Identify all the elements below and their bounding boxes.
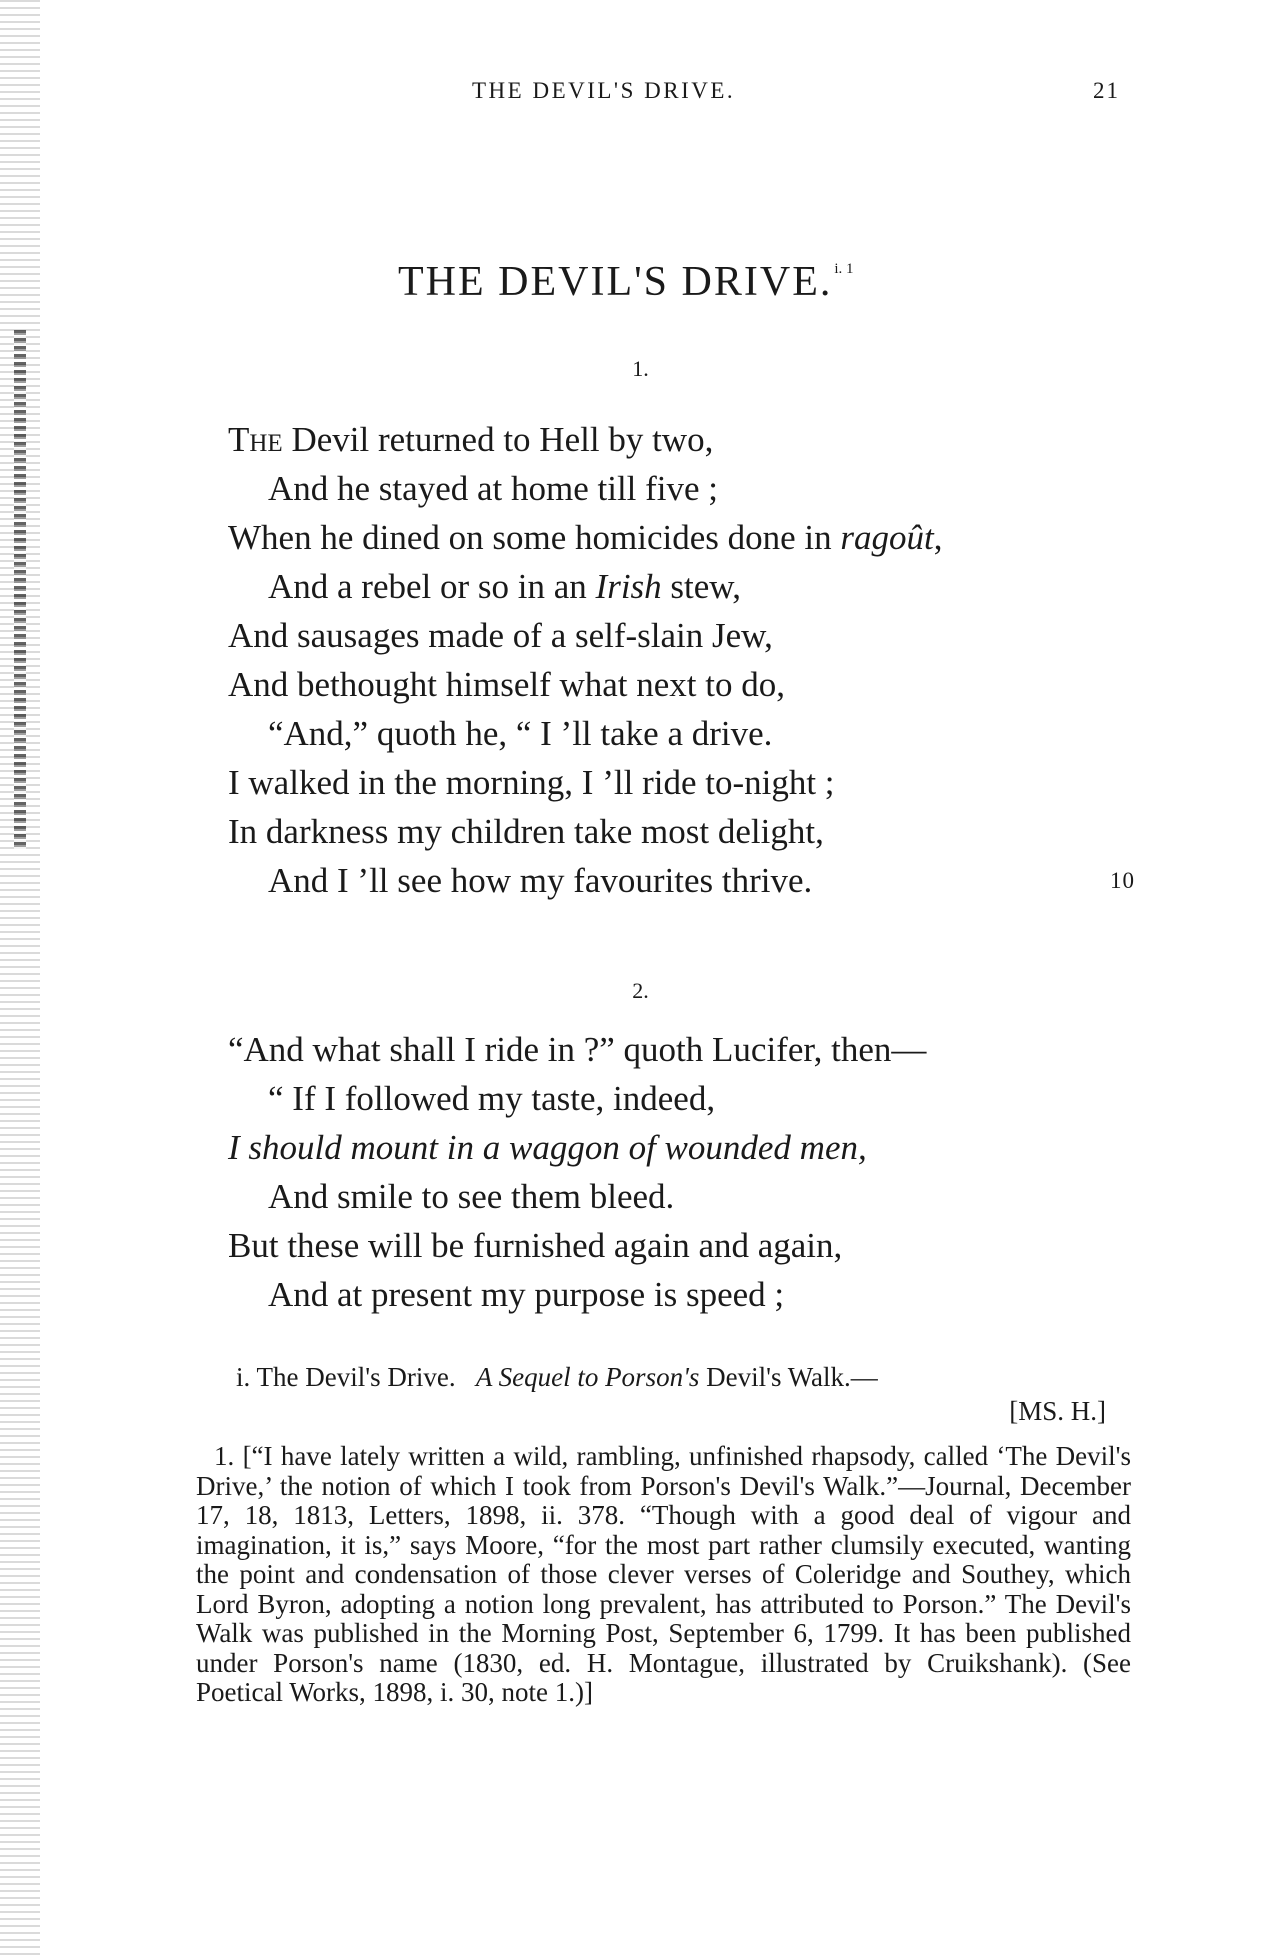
title-footnote-refs: i. 1: [834, 261, 854, 277]
verse-line: And a rebel or so in an Irish stew,: [268, 567, 742, 606]
verse-line: And I ’ll see how my favourites thrive. 10: [228, 856, 1168, 905]
verse-line: And he stayed at home till five ;: [268, 469, 719, 508]
running-title: THE DEVIL'S DRIVE.: [472, 78, 736, 103]
verse-line: I should mount in a waggon of wounded men,: [228, 1128, 867, 1167]
verse-line: “And,” quoth he, “ I ’ll take a drive.: [268, 714, 773, 753]
verse-line: In darkness my children take most delight,: [228, 812, 824, 851]
footnote-1: [196, 1442, 1131, 1708]
verse-line: I walked in the morning, I ’ll ride to-night ;: [228, 763, 835, 802]
running-head: [0, 78, 1281, 114]
verse-line: “ If I followed my taste, indeed,: [268, 1079, 716, 1118]
verse-line: The Devil returned to Hell by two,: [228, 420, 714, 459]
stanza-2: [228, 1025, 1168, 1319]
stanza-1: [228, 415, 1168, 905]
verse-line: And smile to see them bleed.: [268, 1177, 675, 1216]
footnote-marker: i.: [236, 1362, 251, 1392]
stanza-number-1: 1.: [632, 356, 649, 381]
verse-line: But these will be furnished again and again,: [228, 1226, 843, 1265]
verse-line: And at present my purpose is speed ;: [268, 1275, 785, 1314]
poem-title-text: THE DEVIL'S DRIVE.: [398, 259, 833, 305]
footnote-i: [236, 1360, 1126, 1428]
verse-initial: The: [228, 420, 283, 459]
stanza-number-2: 2.: [632, 978, 649, 1003]
poem-title: [398, 258, 854, 306]
scan-binding-edge: [14, 330, 26, 850]
footnote-i-source: [MS. H.]: [1009, 1396, 1106, 1426]
verse-line: And sausages made of a self-slain Jew,: [228, 616, 773, 655]
verse-line: When he dined on some homicides done in ragoût,: [228, 518, 943, 557]
footnote-1-text: 1. [“I have lately written a wild, rambling, unfinished rhapsody, called ‘The Devil's Drive,’ the notion of which I took from Porson's Devil's Walk.”—Journal, December 17, 18, 1813, Letters, 1898, ii. 378. “Though with a good deal of vigour and imagination, it is,” says Moore, “for the most part rather clumsily executed, wanting the point and condensation of those clever verses of Coleridge and Southey, which Lord Byron, adopting a notion long prevalent, has attributed to Porson.” The Devil's Walk was published in the Morning Post, September 6, 1799. It has been published under Porson's name (1830, ed. H. Montague, illustrated by Cruikshank). (See Poetical Works, 1898, i. 30, note 1.)]: [196, 1441, 1132, 1707]
page-number: 21: [1093, 78, 1120, 103]
verse-line: “And what shall I ride in ?” quoth Lucifer, then—: [228, 1030, 927, 1069]
verse-line: And bethought himself what next to do,: [228, 665, 786, 704]
footnote-i-text: i. The Devil's Drive. A Sequel to Porson's Devil's Walk.—: [236, 1362, 878, 1392]
line-number: 10: [1110, 868, 1135, 893]
footnote-marker: 1.: [214, 1441, 235, 1471]
